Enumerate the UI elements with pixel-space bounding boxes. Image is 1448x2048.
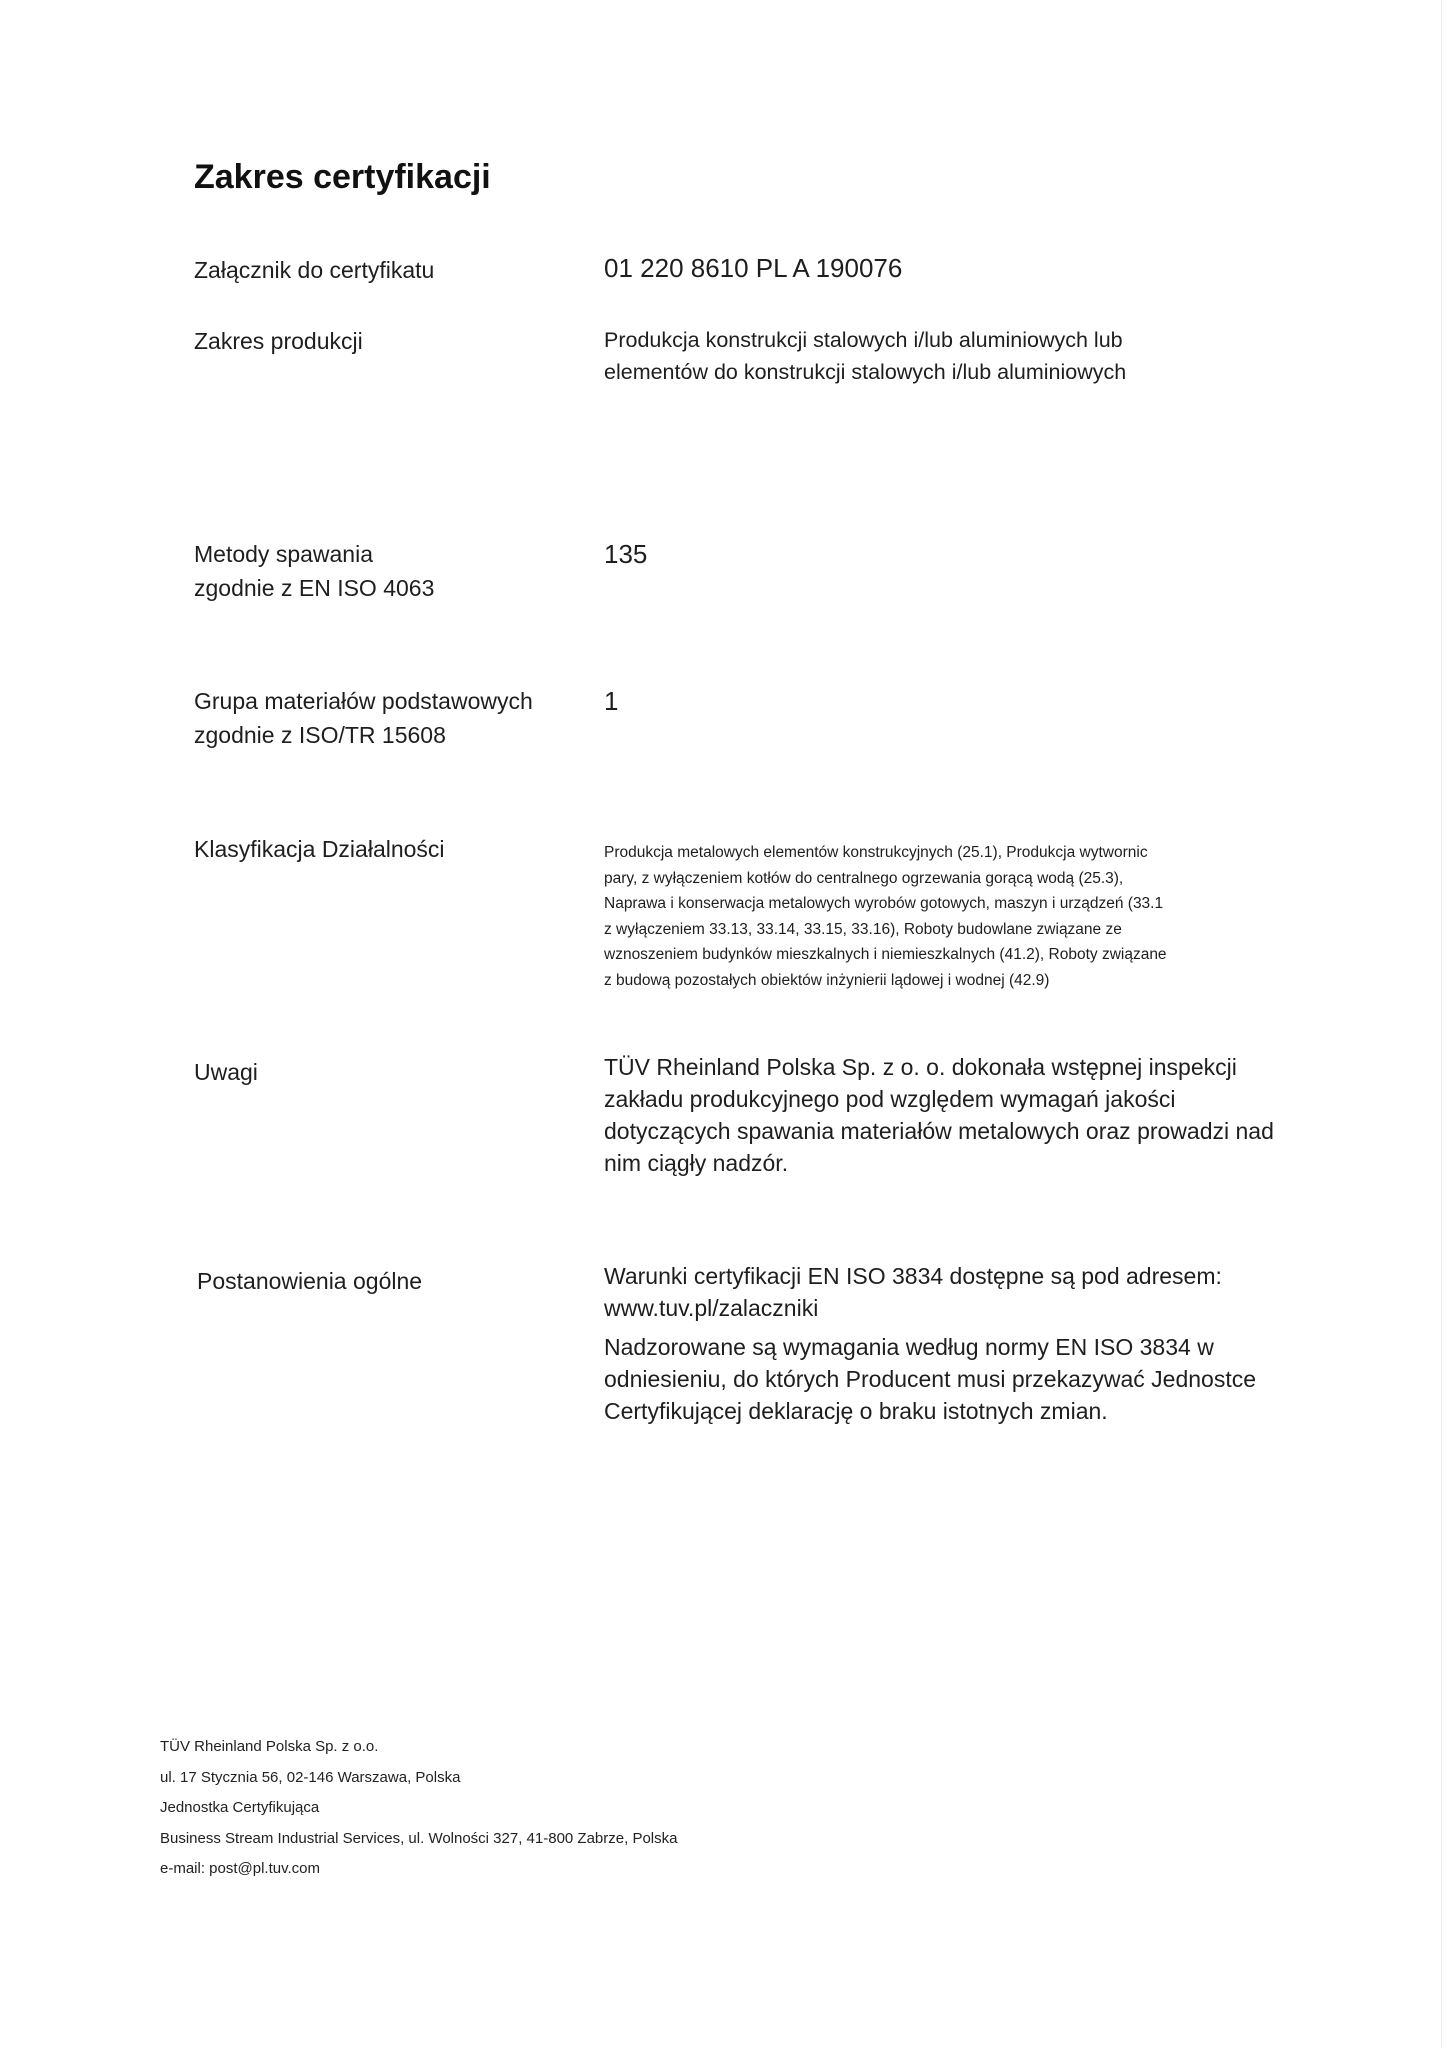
certification-conditions-paragraph	[604, 1260, 1284, 1324]
remarks-value-line: nim ciągły nadzór.	[604, 1150, 789, 1176]
welding-value-line: 135	[604, 539, 648, 569]
materials-value-line: 1	[604, 686, 619, 716]
production-value-line: Produkcja konstrukcji stalowych i/lub aluminiowych lub	[604, 328, 1123, 352]
supervision-paragraph	[604, 1331, 1284, 1427]
issuer-footer	[160, 1732, 1060, 1885]
remarks-value-line: zakładu produkcyjnego pod względem wymagań jakości	[604, 1086, 1176, 1112]
materials-label-line: Grupa materiałów podstawowych	[194, 688, 533, 714]
remarks-value-line: TÜV Rheinland Polska Sp. z o. o. dokonała wstępnej inspekcji	[604, 1054, 1237, 1080]
general-label	[197, 1264, 597, 1298]
general-value-line: Warunki certyfikacji EN ISO 3834 dostępne są pod adresem:	[604, 1263, 1222, 1289]
remarks-label-line: Uwagi	[194, 1059, 258, 1085]
annex-label	[194, 253, 594, 287]
classification-value-line: pary, z wyłączeniem kotłów do centralnego ogrzewania gorącą wodą (25.3),	[604, 869, 1124, 887]
document-title: Zakres certyfikacji	[194, 158, 491, 196]
welding-label	[194, 537, 594, 605]
footer-email: e-mail: post@pl.tuv.com	[160, 1860, 320, 1877]
welding-label-line: zgodnie z EN ISO 4063	[194, 575, 435, 601]
welding-value	[604, 537, 1284, 571]
remarks-label	[194, 1055, 594, 1089]
production-label	[194, 324, 594, 358]
conditions-url: www.tuv.pl/zalaczniki	[604, 1295, 819, 1321]
general-value-line: Nadzorowane są wymagania według normy EN ISO 3834 w	[604, 1334, 1214, 1360]
production-label-line: Zakres produkcji	[194, 328, 363, 354]
materials-label-line: zgodnie z ISO/TR 15608	[194, 722, 446, 748]
footer-unit: Jednostka Certyfikująca	[160, 1799, 320, 1816]
general-value-line: odniesieniu, do których Producent musi przekazywać Jednostce	[604, 1366, 1257, 1392]
remarks-value	[604, 1051, 1284, 1179]
remarks-value-line: dotyczących spawania materiałów metalowych oraz prowadzi nad	[604, 1118, 1274, 1144]
page-edge-line	[1441, 0, 1442, 2048]
classification-value-line: Produkcja metalowych elementów konstrukcyjnych (25.1), Produkcja wytwornic	[604, 844, 1148, 861]
classification-label	[194, 832, 594, 866]
classification-value-line: wznoszeniem budynków mieszkalnych i niemieszkalnych (41.2), Roboty związane	[604, 946, 1167, 963]
footer-address: ul. 17 Stycznia 56, 02-146 Warszawa, Polska	[160, 1768, 461, 1786]
footer-company: TÜV Rheinland Polska Sp. z o.o.	[160, 1738, 379, 1755]
classification-value-line: z budową pozostałych obiektów inżynierii lądowej i wodnej (42.9)	[604, 971, 1050, 989]
certificate-number	[604, 251, 1284, 285]
footer-business-stream: Business Stream Industrial Services, ul. Wolności 327, 41-800 Zabrze, Polska	[160, 1829, 678, 1847]
materials-label	[194, 684, 594, 752]
annex-label-line: Załącznik do certyfikatu	[194, 257, 435, 283]
general-value-line: Certyfikującej deklarację o braku istotnych zmian.	[604, 1398, 1108, 1424]
classification-value-line: Naprawa i konserwacja metalowych wyrobów gotowych, maszyn i urządzeń (33.1	[604, 895, 1164, 912]
production-value	[604, 324, 1284, 388]
production-value-line: elementów do konstrukcji stalowych i/lub aluminiowych	[604, 360, 1127, 384]
classification-label-line: Klasyfikacja Działalności	[194, 836, 445, 862]
welding-label-line: Metody spawania	[194, 541, 373, 567]
classification-value-line: z wyłączeniem 33.13, 33.14, 33.15, 33.16), Roboty budowlane związane ze	[604, 920, 1122, 938]
general-value	[604, 1260, 1284, 1427]
general-label-line: Postanowienia ogólne	[197, 1268, 423, 1294]
materials-value	[604, 684, 1284, 718]
certificate-number-line: 01 220 8610 PL A 190076	[604, 253, 903, 283]
classification-value	[604, 840, 1284, 993]
